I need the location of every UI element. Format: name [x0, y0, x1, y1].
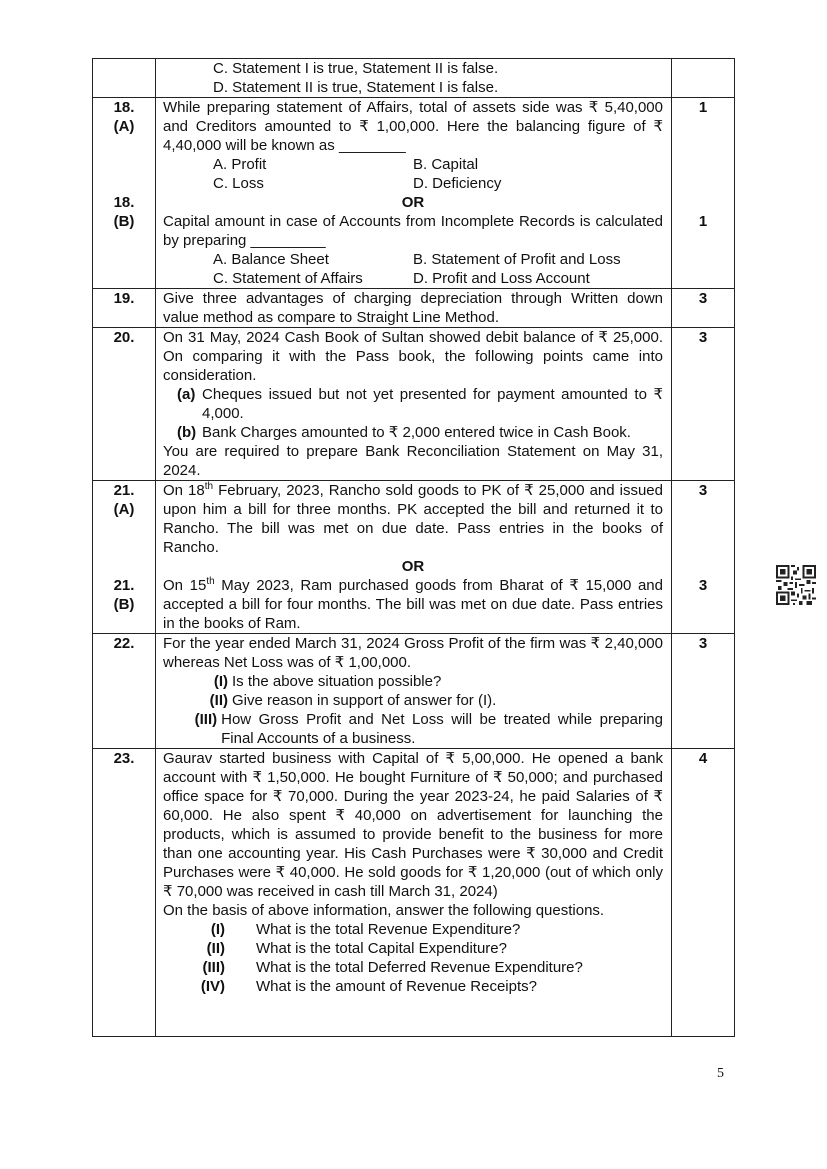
q18a-marks: 1: [698, 99, 708, 116]
q21a-sub: (A): [113, 501, 135, 518]
q18b-option-b: B. Statement of Profit and Loss: [413, 251, 621, 268]
question-row-23: [93, 749, 735, 1037]
q20-a-label: (a): [177, 386, 196, 403]
q18a-sub: (A): [113, 118, 135, 135]
q18a-text: While preparing statement of Affairs, total of assets side was ₹ 5,40,000 and Creditors amounted to ₹ 1,00,000. Here the balancing figure of ₹ 4,40,000 will be known as ________: [163, 99, 663, 154]
q20-a-text: Cheques issued but not yet presented for payment amounted to ₹ 4,000.: [202, 386, 663, 422]
q18a-options: [163, 155, 663, 193]
q23-number: 23.: [93, 749, 156, 1037]
q23-lead: On the basis of above information, answer the following questions.: [163, 902, 605, 919]
q20-b-text: Bank Charges amounted to ₹ 2,000 entered twice in Cash Book.: [202, 424, 631, 441]
question-table: [92, 58, 735, 1037]
q19-number: 19.: [93, 289, 156, 328]
q18b-option-d: D. Profit and Loss Account: [413, 270, 590, 287]
q19-marks: 3: [672, 289, 735, 328]
q18a-option-c: C. Loss: [213, 175, 264, 192]
or-label: OR: [401, 558, 425, 575]
q22-part-iii: (III) How Gross Profit and Net Loss will be treated while preparing Final Accounts of a business.: [194, 711, 663, 747]
q21b-marks: 3: [698, 577, 708, 594]
q20-marks: 3: [672, 328, 735, 481]
q21b-text: On 15th May 2023, Ram purchased goods from Bharat of ₹ 15,000 and accepted a bill for four months. The bill was met on due date. Pass entries in the books of Ram.: [163, 576, 663, 632]
q18b-options: [163, 250, 663, 288]
q18b-marks: 1: [698, 213, 708, 230]
q23-part-iv: (IV) What is the amount of Revenue Receipts?: [200, 978, 537, 995]
q20-b-label: (b): [177, 424, 197, 441]
q17-option-d: D. Statement II is true, Statement I is false.: [213, 79, 499, 96]
q18b-option-a: A. Balance Sheet: [213, 251, 329, 268]
q17-option-c: C. Statement I is true, Statement II is false.: [213, 60, 499, 77]
q21b-number: 21.: [113, 577, 135, 594]
q19-text: Give three advantages of charging depreciation through Written down value method as compare to Straight Line Method.: [163, 290, 663, 326]
q22-marks: 3: [672, 634, 735, 749]
question-row-21: [93, 481, 735, 634]
question-row-19: [93, 289, 735, 328]
q22-part-ii: (II) Give reason in support of answer for (I).: [209, 692, 497, 709]
q20-part-b: [163, 423, 663, 442]
q18b-sub: (B): [113, 213, 135, 230]
q23-part-i: (I) What is the total Revenue Expenditure?: [210, 921, 521, 938]
q18a-option-d: D. Deficiency: [413, 175, 502, 192]
q20-number: 20.: [93, 328, 156, 481]
q20-part-a: [163, 385, 663, 423]
q23-part-iii: (III) What is the total Deferred Revenue Expenditure?: [202, 959, 583, 976]
qr-code-icon: [776, 565, 816, 605]
question-row-17-tail: [93, 59, 735, 98]
q18b-text: Capital amount in case of Accounts from Incomplete Records is calculated by preparing _________: [163, 213, 663, 249]
q21a-marks: 3: [698, 482, 708, 499]
question-row-20: [93, 328, 735, 481]
q23-part-ii: (II) What is the total Capital Expenditure?: [206, 940, 507, 957]
q18b-option-c: C. Statement of Affairs: [213, 270, 363, 287]
question-row-22: [93, 634, 735, 749]
q21a-text: On 18th February, 2023, Rancho sold goods to PK of ₹ 25,000 and issued upon him a bill for three months. PK accepted the bill and returned it to Rancho. The bill was met on due date. Pass entries in the books of Rancho.: [163, 481, 663, 556]
q18a-option-b: B. Capital: [413, 156, 479, 173]
or-label: OR: [401, 194, 425, 211]
q23-text: Gaurav started business with Capital of ₹ 5,00,000. He opened a bank account with ₹ 1,50,000. He bought Furniture of ₹ 50,000; and purchased office space for ₹ 70,000. During the year 2023-24, he paid Salaries of ₹ 60,000. He also spent ₹ 40,000 on advertisement for launching the products, which is assumed to provide benefit to the business for more than one accounting year. His Cash Purchases were ₹ 30,000 and Credit Purchases were ₹ 40,000. He sold goods for ₹ 1,20,000 (out of which only ₹ 70,000 was received in cash till March 31, 2024): [163, 750, 663, 900]
q22-text: For the year ended March 31, 2024 Gross Profit of the firm was ₹ 2,40,000 whereas Net Loss was of ₹ 1,00,000.: [163, 635, 663, 671]
page-number: 5: [717, 1066, 724, 1081]
q20-text: On 31 May, 2024 Cash Book of Sultan showed debit balance of ₹ 25,000. On comparing it with the Pass book, the following points came into consideration.: [163, 329, 663, 384]
q20-closing: You are required to prepare Bank Reconciliation Statement on May 31, 2024.: [163, 443, 663, 479]
q18a-option-a: A. Profit: [213, 156, 267, 173]
q22-part-i: (I) Is the above situation possible?: [213, 673, 442, 690]
q18a-number: 18.: [113, 99, 135, 116]
q23-marks: 4: [672, 749, 735, 1037]
q22-number: 22.: [93, 634, 156, 749]
question-row-18: [93, 98, 735, 289]
q18b-number: 18.: [113, 194, 135, 211]
q21b-sub: (B): [113, 596, 135, 613]
q21a-number: 21.: [113, 482, 135, 499]
